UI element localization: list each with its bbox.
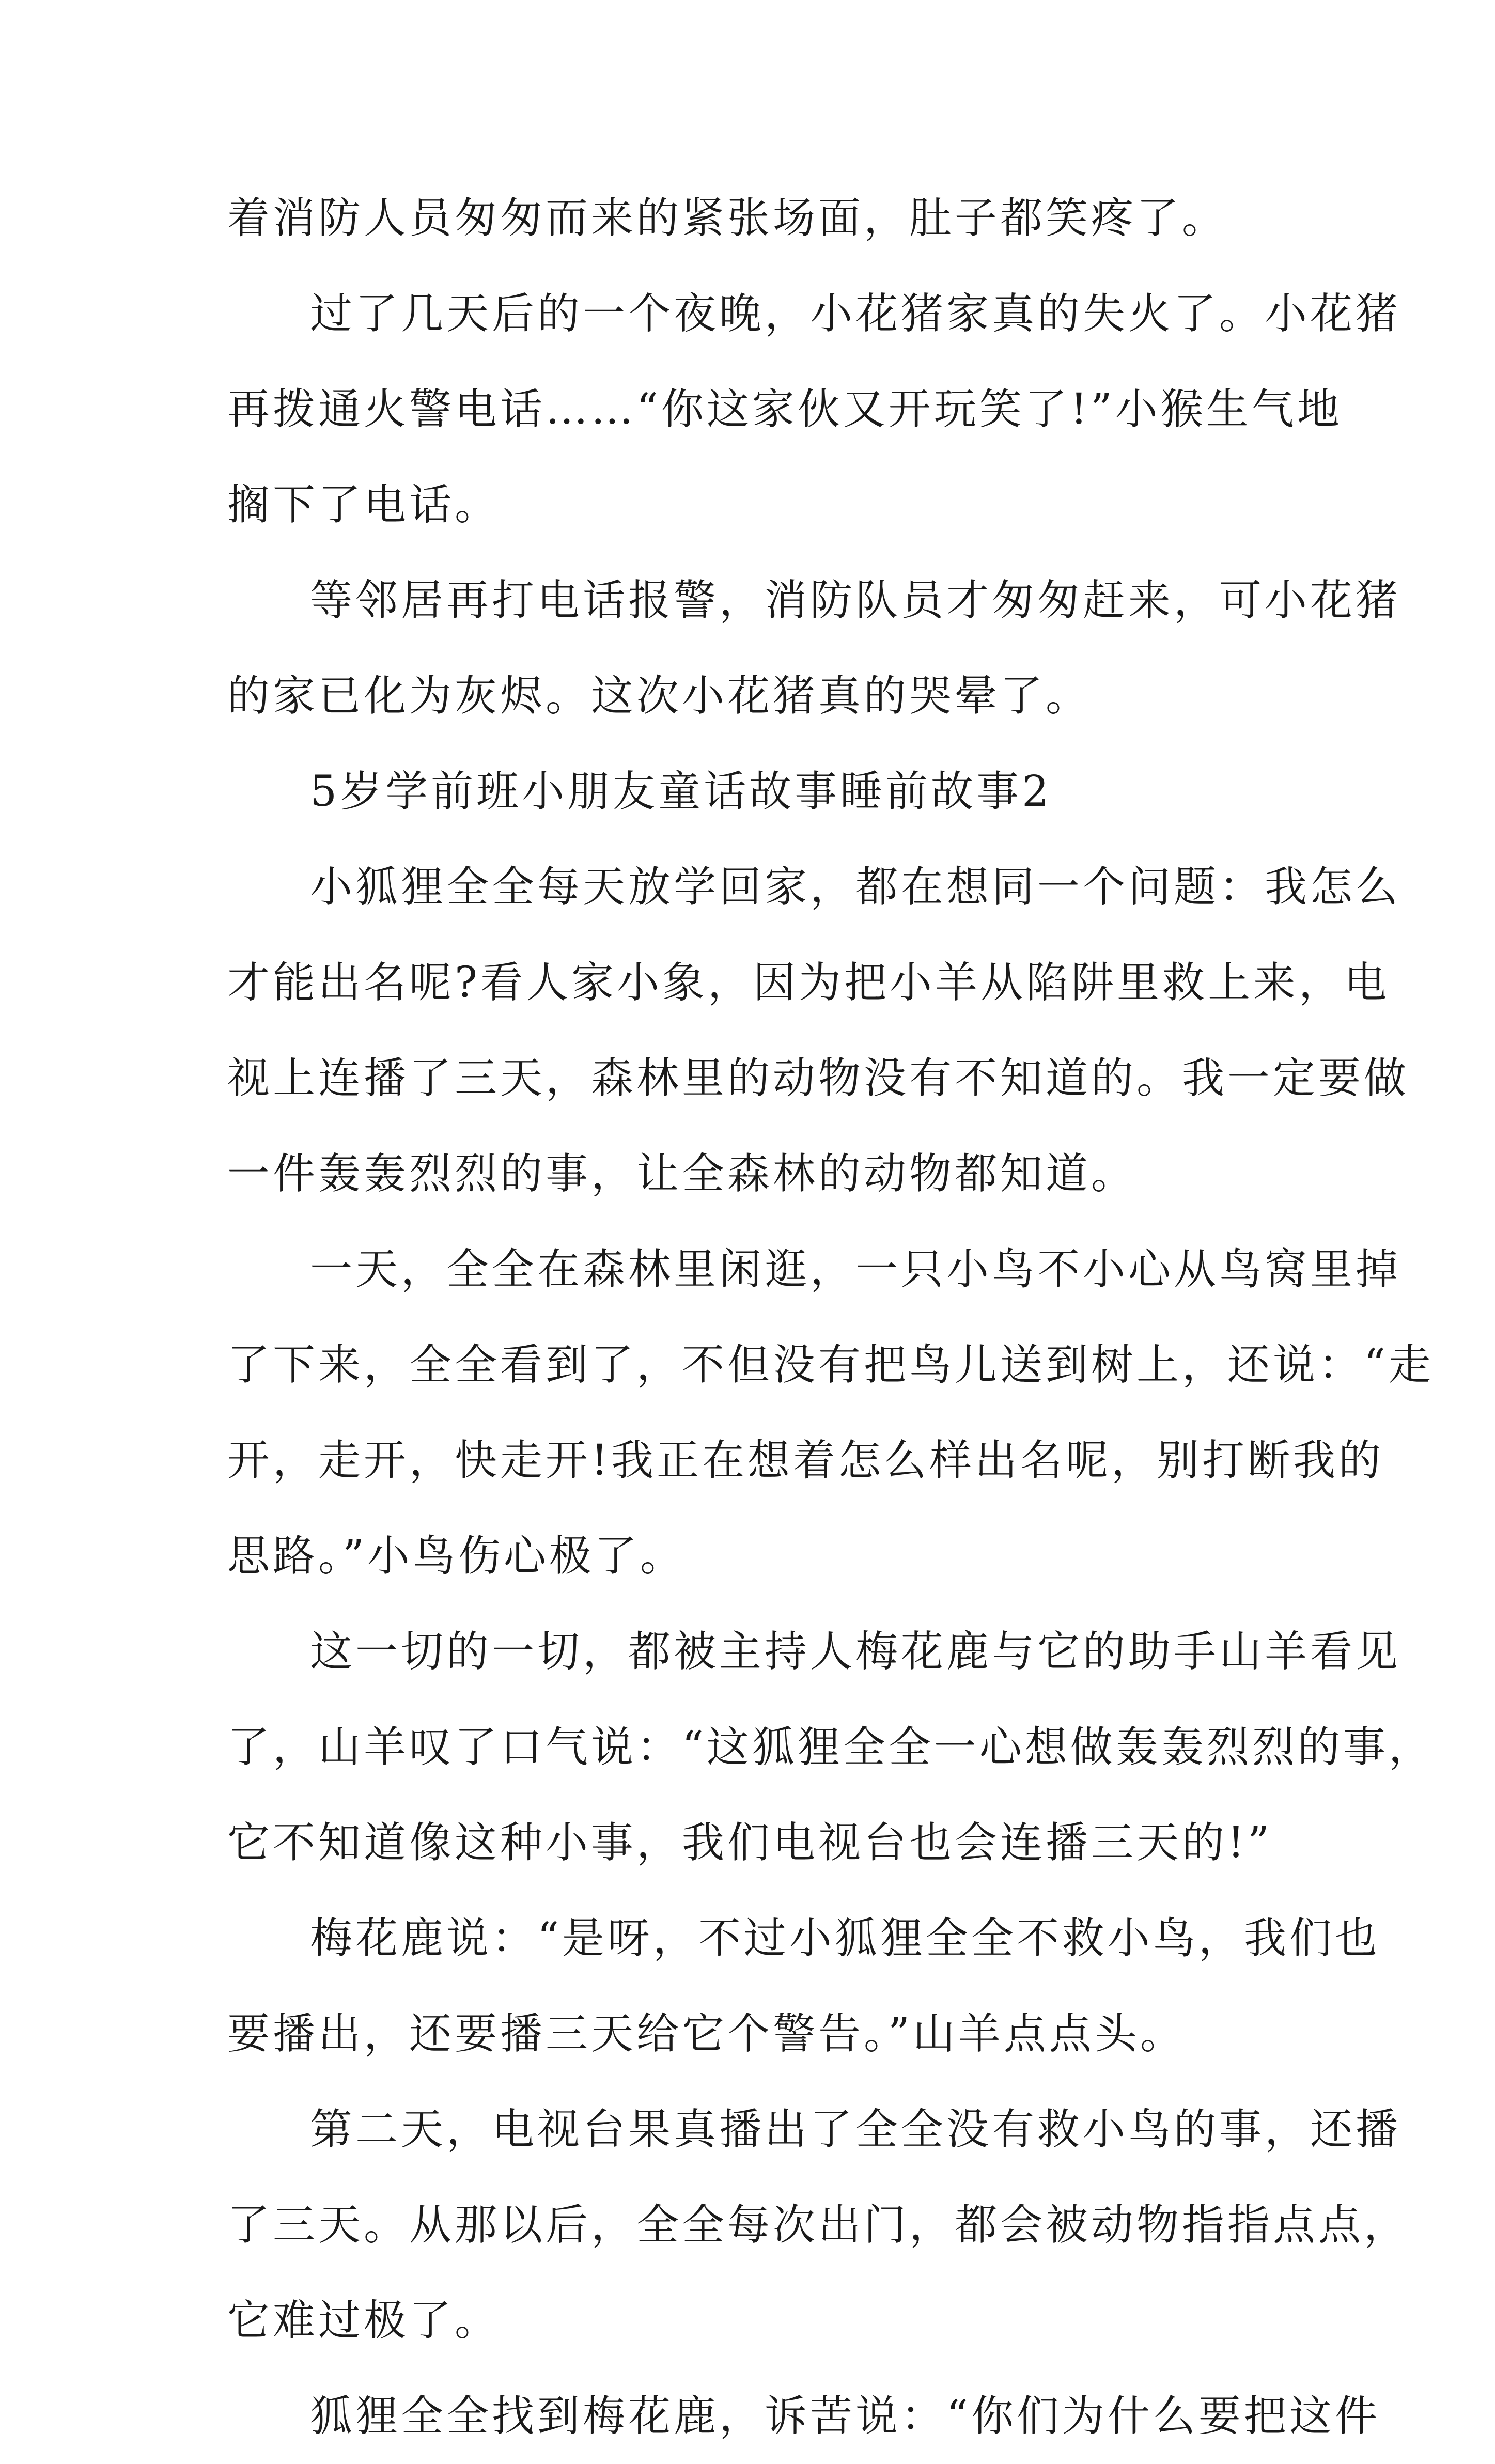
text-line: 小狐狸全全每天放学回家，都在想同一个问题：我怎么 — [310, 863, 1401, 912]
text-line: 搁下了电话。 — [227, 480, 501, 529]
text-line: 了，山羊叹了口气说：“这狐狸全全一心想做轰轰烈烈的事， — [227, 1723, 1434, 1772]
text-line: 了三天。从那以后，全全每次出门，都会被动物指指点点， — [227, 2201, 1410, 2250]
text-line: 这一切的一切，都被主持人梅花鹿与它的助手山羊看见 — [310, 1627, 1401, 1676]
text-line: 等邻居再打电话报警，消防队员才匆匆赶来，可小花猪 — [310, 576, 1401, 625]
text-line: 过了几天后的一个夜晚，小花猪家真的失火了。小花猪 — [310, 289, 1401, 338]
section-heading: 5岁学前班小朋友童话故事睡前故事2 — [310, 767, 1052, 816]
body-text — [227, 170, 1434, 2464]
text-line: 着消防人员匆匆而来的紧张场面，肚子都笑疼了。 — [227, 194, 1228, 243]
text-line: 狐狸全全找到梅花鹿，诉苦说：“你们为什么要把这件 — [310, 2392, 1380, 2441]
text-line: 思路。”小鸟伤心极了。 — [227, 1532, 686, 1581]
text-line: 第二天，电视台果真播出了全全没有救小鸟的事，还播 — [310, 2105, 1401, 2154]
text-line: 它难过极了。 — [227, 2296, 501, 2345]
text-line: 开，走开，快走开!我正在想着怎么样出名呢，别打断我的 — [227, 1436, 1384, 1485]
text-line: 才能出名呢?看人家小象，因为把小羊从陷阱里救上来，电 — [227, 958, 1390, 1007]
text-line: 要播出，还要播三天给它个警告。”山羊点点头。 — [227, 2009, 1186, 2058]
text-line: 再拨通火警电话……“你这家伙又开玩笑了!”小猴生气地 — [227, 385, 1343, 434]
text-line: 视上连播了三天，森林里的动物没有不知道的。我一定要做 — [227, 1054, 1410, 1103]
text-line: 的家已化为灰烬。这次小花猪真的哭晕了。 — [227, 672, 1092, 721]
text-line: 一天，全全在森林里闲逛，一只小鸟不小心从鸟窝里掉 — [310, 1245, 1401, 1294]
text-line: 它不知道像这种小事，我们电视台也会连播三天的!” — [227, 1818, 1272, 1867]
text-line: 梅花鹿说：“是呀，不过小狐狸全全不救小鸟，我们也 — [310, 1914, 1380, 1963]
text-line: 一件轰轰烈烈的事，让全森林的动物都知道。 — [227, 1149, 1137, 1198]
text-line: 了下来，全全看到了，不但没有把鸟儿送到树上，还说：“走 — [227, 1340, 1434, 1390]
